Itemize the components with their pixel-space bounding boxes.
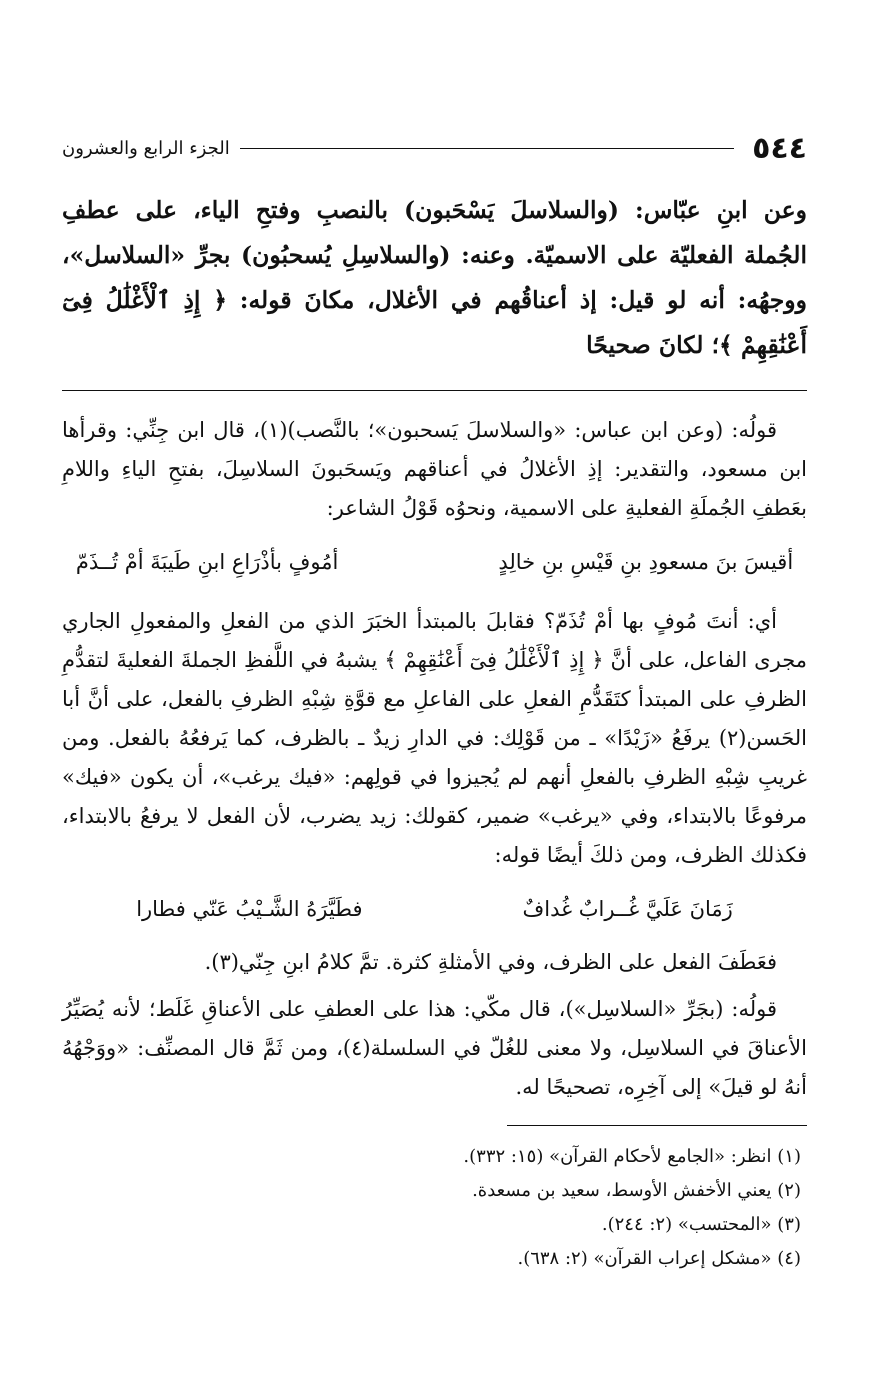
header-rule [240,148,734,149]
footnotes-rule [507,1125,807,1126]
verse-1-second-hemistich: أمُوفٍ بأذْرَاعِ ابنِ طَيبَةَ أمْ تُــذَمّ [75,550,339,574]
footnotes [62,1140,807,1276]
verse-separator [423,889,463,929]
commentary-paragraph-1: قولُه: (وعن ابن عباس: «والسلاسلَ يَسحبون»؛ بالنَّصب)(١)، قال ابن جِنِّي: وقرأها ابن مسعود، والتقدير: إذِ الأغلالُ في أعناقهم ويَسحَبونَ السلاسِلَ، بفتحِ الياءِ واللامِ بعَطفِ الجُملَةِ الفعليةِ على الاسمية، ونحوُه قَوْلُ الشاعر: [62,418,807,520]
verse-1-first-hemistich: أقيسَ بنَ مسعودِ بنِ قَيْسِ بنِ خالِدٍ [498,550,794,574]
page-header [62,128,807,168]
poetry-verse-2 [62,889,807,929]
section-divider [62,390,807,391]
footnote-4: (٤) «مشكل إعراب القرآن» (٢: ٦٣٨). [517,1248,801,1269]
commentary-paragraph-2: أي: أنتَ مُوفٍ بها أمْ تُذَمّ؟ فقابلَ بالمبتدأ الخبَرَ الذي من الفعلِ والمفعولِ الجاري مجرى الفاعل، على أنَّ ﴿ إِذِ ٱلْأَغْلَٰلُ فِىٓ أَعْنَٰقِهِمْ ﴾ يشبهُ في اللَّفظِ الجملةَ الفعليةَ لتقدُّمِ الظرفِ على المبتدأ كتَقَدُّمِ الفعلِ على الفاعلِ مع قوَّةِ شِبْهِ الظرفِ بالفعل، على أنَّ أبا الحَسن(٢) يرفَعُ «زَيْدًا» ـ من قَوْلِك: في الدارِ زيدٌ ـ بالظرف، كما يَرفعُهُ بالفعل. ومن غريبِ شِبْهِ الظرفِ بالفعلِ أنهم لم يُجيزوا في قولِهم: «فيك يرغب»، أن يكون «فيك» مرفوعًا بالابتداء، وفي «يرغب» ضمير، كقولك: زيد يضرب، لأن الفعل لا يرفعُ بالابتداء، فكذلك الظرف، ومن ذلكَ أيضًا قوله: [62,609,807,867]
running-title: الجزء الرابع والعشرون [62,137,230,159]
verse-2-second-hemistich: فطَيَّرَهُ الشَّـيْبُ عَنّي فطارا [136,897,363,921]
footnote-3: (٣) «المحتسب» (٢: ٢٤٤). [601,1214,801,1235]
commentary [62,411,807,1107]
page-number: ٥٤٤ [752,130,807,166]
poetry-verse-1 [62,542,807,582]
book-page [62,128,807,1276]
commentary-paragraph-3: فعَطَفَ الفعل على الظرف، وفي الأمثلةِ كثرة. تمَّ كلامُ ابنِ جِنّي(٣). [204,950,777,974]
main-text: وعن ابنِ عبّاس: (والسلاسلَ يَسْحَبون) بالنصبِ وفتحِ الياء، على عطفِ الجُملة الفعليّة على الاسميّة. وعنه: (والسلاسِلِ يُسحبُون) بجرِّ «السلاسل»، ووجهُه: أنه لو قيل: إذ أعناقُهم في الأغلال، مكانَ قوله: ﴿ إِذِ ٱلْأَغْلَٰلُ فِىٓ أَعْنَٰقِهِمْ ﴾؛ لكانَ صحيحًا [62,196,807,359]
commentary-paragraph-4: قولُه: (بجَرِّ «السلاسِل»)، قال مكّي: هذا على العطفِ على الأعناقِ غَلَط؛ لأنه يُصَيِّرُ الأعناقَ في السلاسِل، ولا معنى للغُلّ في السلسلة(٤)، ومن ثَمَّ قال المصنِّف: «ووَجْهُهُ أنهُ لو قيلَ» إلى آخِرِه، تصحيحًا له. [62,997,807,1099]
verse-separator [398,542,438,582]
footnote-1: (١) انظر: «الجامع لأحكام القرآن» (١٥: ٣٣٢). [463,1146,801,1167]
verse-2-first-hemistich: زَمَانَ عَلَيَّ غُــرابٌ غُدافٌ [522,897,733,921]
footnote-2: (٢) يعني الأخفش الأوسط، سعيد بن مسعدة. [472,1180,801,1201]
